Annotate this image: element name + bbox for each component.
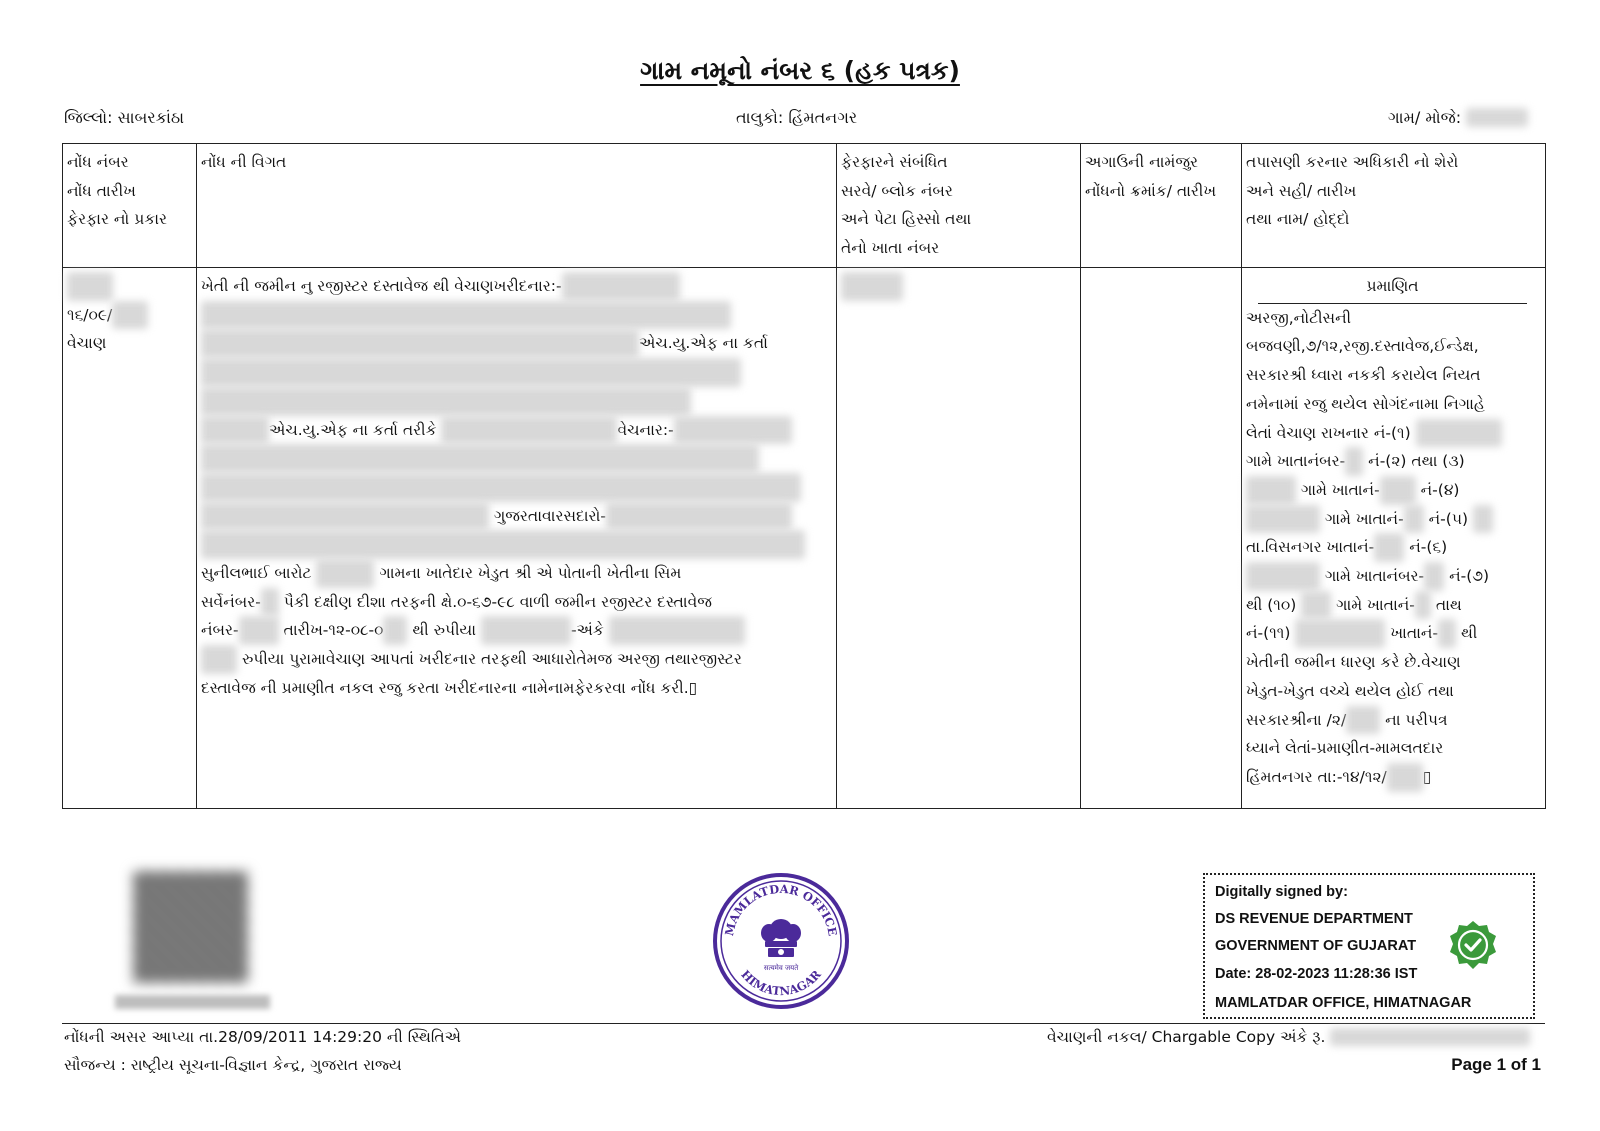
- qr-serial-number: [115, 995, 270, 1009]
- col-officer-remarks: તપાસણી કરનાર અધિકારી નો શેરો અને સહી/ તારીખ તથા નામ/ હોદ્દો: [1242, 144, 1546, 268]
- previous-rejected-cell: [1081, 268, 1242, 809]
- seal-bottom-text: HIMATNAGAR: [738, 967, 824, 999]
- seal-top-text: MAMLATDAR OFFICE: [722, 881, 840, 938]
- seal-motto: सत्यमेव जयते: [763, 964, 799, 972]
- signature-line-3: GOVERNMENT OF GUJARAT: [1215, 938, 1417, 954]
- taluka-label: તાલુકો: હિંમતનગર: [736, 108, 858, 127]
- certified-label: પ્રમાણિત: [1258, 272, 1527, 304]
- col-survey-number: ફેરફારને સંબંધિત સરવે/ બ્લોક નંબર અને પેટા હિસ્સો તથા તેનો ખાતા નંબર: [837, 144, 1081, 268]
- officer-remarks-cell: પ્રમાણિત અરજી,નોટીસની બજવણી,૭/૧૨,રજી.દસ્તાવેજ,ઈન્ડેક્ષ, સરકારશ્રી ધ્વારા નકકી કરાયેલ નિયત નમેનામાં રજુ થયેલ સોગંદનામા નિગાહે લેતાં વેચાણ રાખનાર નં-(૧) ગામે ખાતાનંબર- નં-(૨) તથા (૩) ગામે ખાતાનં- નં-(૪) ગામે ખાતાનં- નં-(૫) તા.વિસનગર ખાતાનં- નં-(૬) ગામે ખાતાનંબર- નં-(૭) થી (૧૦) ગામે ખાતાનં- તાથ નં-(૧૧) ખાતાનં- થી ખેતીની જમીન ધારણ કરે છે.વેચાણ ખેડુત-ખેડુત વચ્ચે થયેલ હોઈ તથા સરકારશ્રીના /૨/ ના પરીપત્ર ધ્યાને લેતાં-પ્રમાણીત-મામલતદાર હિંમતનગર તા:-૧૪/૧૨/ ▯: [1242, 268, 1546, 809]
- entry-number-cell: [63, 268, 197, 809]
- courtesy-note: સૌજન્ય : રાષ્ટ્રીય સૂચના-વિજ્ઞાન કેન્દ્ર, ગુજરાત રાજ્ય: [64, 1056, 402, 1074]
- footer-divider: [62, 1023, 1545, 1024]
- signature-office: MAMLATDAR OFFICE, HIMATNAGAR: [1215, 995, 1472, 1011]
- entry-details-cell: ખેતી ની જમીન નુ રજીસ્ટર દસ્તાવેજ થી વેચાણખરીદનાર:- એચ.યુ.એફ ના કર્તા એચ.યુ.એફ ના કર્તા તરીકે વેચનાર:- ગુજરતાવારસદારો- સુનીલભાઈ બારોટ ગામના ખાતેદાર ખેડુત શ્રી એ પોતાની ખેતીના સિમ સર્વેનંબર- પૈકી દક્ષીણ દીશા તરફની ક્ષે.૦-૬૭-૯૮ વાળી જમીન રજીસ્ટર દસ્તાવેજ નંબર- તારીખ-૧૨-૦૮-૦ થી રુપીયા -અંકે રુપીયા પુરામાવેચાણ આપતાં ખરીદનાર તરફથી આધારોતેમજ અરજી તથારજીસ્ટર દસ્તાવેજ ની પ્રમાણીત નકલ રજુ કરતા ખરીદનારના નામેનામફેરકરવા નોંધ કરી.▯: [197, 268, 837, 809]
- entry-effect-note: નોંધની અસર આપ્યા તા.28/09/2011 14:29:20 ની સ્થિતિએ: [64, 1028, 461, 1046]
- table-row: [63, 268, 1546, 809]
- check-badge-icon: [1448, 920, 1498, 970]
- change-type: વેચાણ: [67, 334, 107, 353]
- survey-number-cell: [837, 268, 1081, 809]
- village-label: ગામ/ મોજે:: [1388, 108, 1528, 128]
- mamlatdar-office-seal: [711, 871, 851, 1011]
- chargeable-copy-note: વેચાણની નકલ/ Chargable Copy અંકે રૂ.: [1047, 1028, 1530, 1047]
- lion-capital-emblem-icon: [761, 919, 801, 957]
- signature-line-1: Digitally signed by:: [1215, 884, 1348, 900]
- col-entry-details: નોંધ ની વિગત: [197, 144, 837, 268]
- page-number: Page 1 of 1: [1451, 1055, 1541, 1074]
- col-previous-rejected: અગાઉની નામંજુર નોંધનો ક્રમાંક/ તારીખ: [1081, 144, 1242, 268]
- document-title: ગામ નમૂનો નંબર ૬ (હક પત્રક): [640, 56, 960, 85]
- col-entry-number: નોંધ નંબર નોંધ તારીખ ફેરફાર નો પ્રકાર: [63, 144, 197, 268]
- signature-date: Date: 28-02-2023 11:28:36 IST: [1215, 966, 1418, 982]
- digital-signature-box: [1203, 873, 1535, 1019]
- district-label: જિલ્લો: સાબરકાંઠા: [64, 108, 185, 127]
- entry-date: ૧૬/૦૯/: [67, 305, 113, 324]
- signature-line-2: DS REVENUE DEPARTMENT: [1215, 911, 1413, 927]
- rights-register-table: [62, 143, 1546, 809]
- qr-code: [133, 871, 248, 983]
- table-header-row: [63, 144, 1546, 268]
